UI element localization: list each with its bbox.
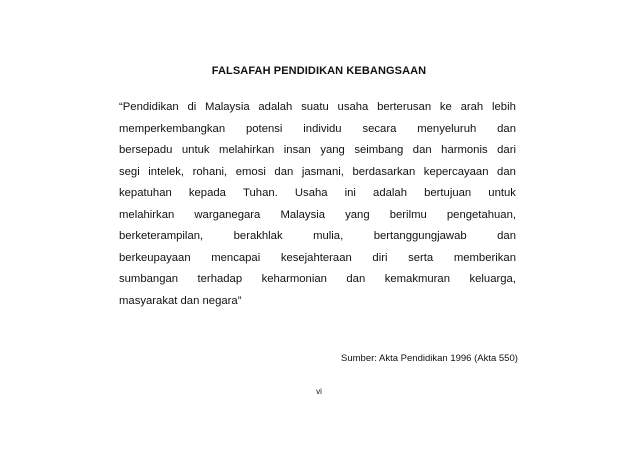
paragraph-word: berterusan — [377, 101, 432, 113]
page-title: FALSAFAH PENDIDIKAN KEBANGSAAN — [211, 65, 427, 77]
paragraph-word: bertanggungjawab — [373, 230, 467, 242]
paragraph-line — [119, 205, 516, 227]
paragraph-word: arah — [460, 101, 484, 113]
paragraph-word: insan — [283, 144, 311, 156]
paragraph-word: untuk — [488, 187, 516, 199]
paragraph-word: kepatuhan — [119, 187, 172, 199]
paragraph-word: diri — [372, 251, 388, 264]
paragraph-word: terhadap — [197, 273, 243, 285]
paragraph-word: berakhlak — [233, 230, 283, 242]
paragraph-word: bertujuan — [424, 187, 472, 199]
paragraph-word: Malaysia — [205, 101, 250, 113]
paragraph-word: berketerampilan, — [119, 230, 204, 242]
paragraph-word: dan — [497, 122, 516, 135]
paragraph-word: adalah — [373, 187, 407, 199]
paragraph-word: jasmani, — [301, 165, 344, 178]
paragraph-line — [119, 140, 516, 162]
paragraph-word: pengetahuan, — [446, 208, 516, 221]
paragraph-line — [119, 248, 516, 270]
paragraph-word: potensi — [245, 122, 283, 135]
paragraph-word: berkeupayaan — [119, 251, 191, 264]
paragraph-word: emosi — [235, 165, 266, 178]
paragraph-word: di — [187, 101, 197, 113]
paragraph-word: dan — [497, 230, 516, 242]
paragraph-word: yang — [345, 208, 370, 221]
paragraph-word: dan — [346, 273, 366, 285]
paragraph-word: usaha — [337, 101, 369, 113]
paragraph-word: ke — [439, 101, 452, 113]
paragraph-line — [119, 226, 516, 248]
paragraph-word: rohani, — [192, 165, 228, 178]
page-number: vi — [316, 387, 322, 396]
paragraph-word: yang — [320, 144, 345, 156]
paragraph-line — [119, 269, 516, 291]
paragraph-word: lebih — [492, 101, 516, 113]
paragraph-word: segi — [119, 165, 140, 178]
paragraph-word: menyeluruh — [417, 122, 477, 135]
paragraph-word: kemakmuran — [384, 273, 450, 285]
paragraph-word: dari — [497, 144, 516, 156]
paragraph-word: untuk — [181, 144, 210, 156]
paragraph-word: dan — [274, 165, 294, 178]
paragraph-word: “Pendidikan — [119, 101, 179, 113]
paragraph-word: dan — [412, 144, 432, 156]
paragraph-word: melahirkan — [119, 208, 175, 221]
paragraph-word: memperkembangkan — [119, 122, 226, 135]
paragraph-word: individu — [303, 122, 342, 135]
paragraph-word: intelek, — [148, 165, 185, 178]
paragraph-word: keluarga, — [469, 273, 516, 285]
paragraph-word: melahirkan — [219, 144, 275, 156]
paragraph-word: dan — [497, 165, 516, 178]
paragraph-line: masyarakat dan negara” — [119, 294, 242, 307]
paragraph-word: sumbangan — [119, 273, 179, 285]
paragraph-word: Usaha — [294, 187, 328, 199]
source-citation: Sumber: Akta Pendidikan 1996 (Akta 550) — [341, 353, 518, 364]
paragraph-word: warganegara — [194, 208, 261, 221]
philosophy-paragraph — [119, 97, 516, 312]
paragraph-word: Tuhan. — [243, 187, 278, 199]
paragraph-line — [119, 97, 516, 119]
paragraph-line — [119, 162, 516, 184]
paragraph-word: ini — [344, 187, 356, 199]
paragraph-word: adalah — [258, 101, 293, 113]
paragraph-word: harmonis — [441, 144, 488, 156]
paragraph-line — [119, 119, 516, 141]
paragraph-word: Malaysia — [280, 208, 326, 221]
paragraph-word: berilmu — [389, 208, 427, 221]
paragraph-word: berdasarkan — [352, 165, 416, 178]
paragraph-word: mencapai — [211, 251, 261, 264]
paragraph-word: kepercayaan — [423, 165, 489, 178]
paragraph-word: keharmonian — [261, 273, 327, 285]
paragraph-word: secara — [362, 122, 397, 135]
paragraph-word: kepada — [188, 187, 226, 199]
paragraph-word: kesejahteraan — [280, 251, 352, 264]
paragraph-word: memberikan — [453, 251, 516, 264]
paragraph-word: mulia, — [313, 230, 344, 242]
paragraph-word: serta — [408, 251, 434, 264]
paragraph-word: bersepadu — [119, 144, 173, 156]
paragraph-word: suatu — [301, 101, 329, 113]
paragraph-line — [119, 183, 516, 205]
paragraph-word: seimbang — [354, 144, 404, 156]
